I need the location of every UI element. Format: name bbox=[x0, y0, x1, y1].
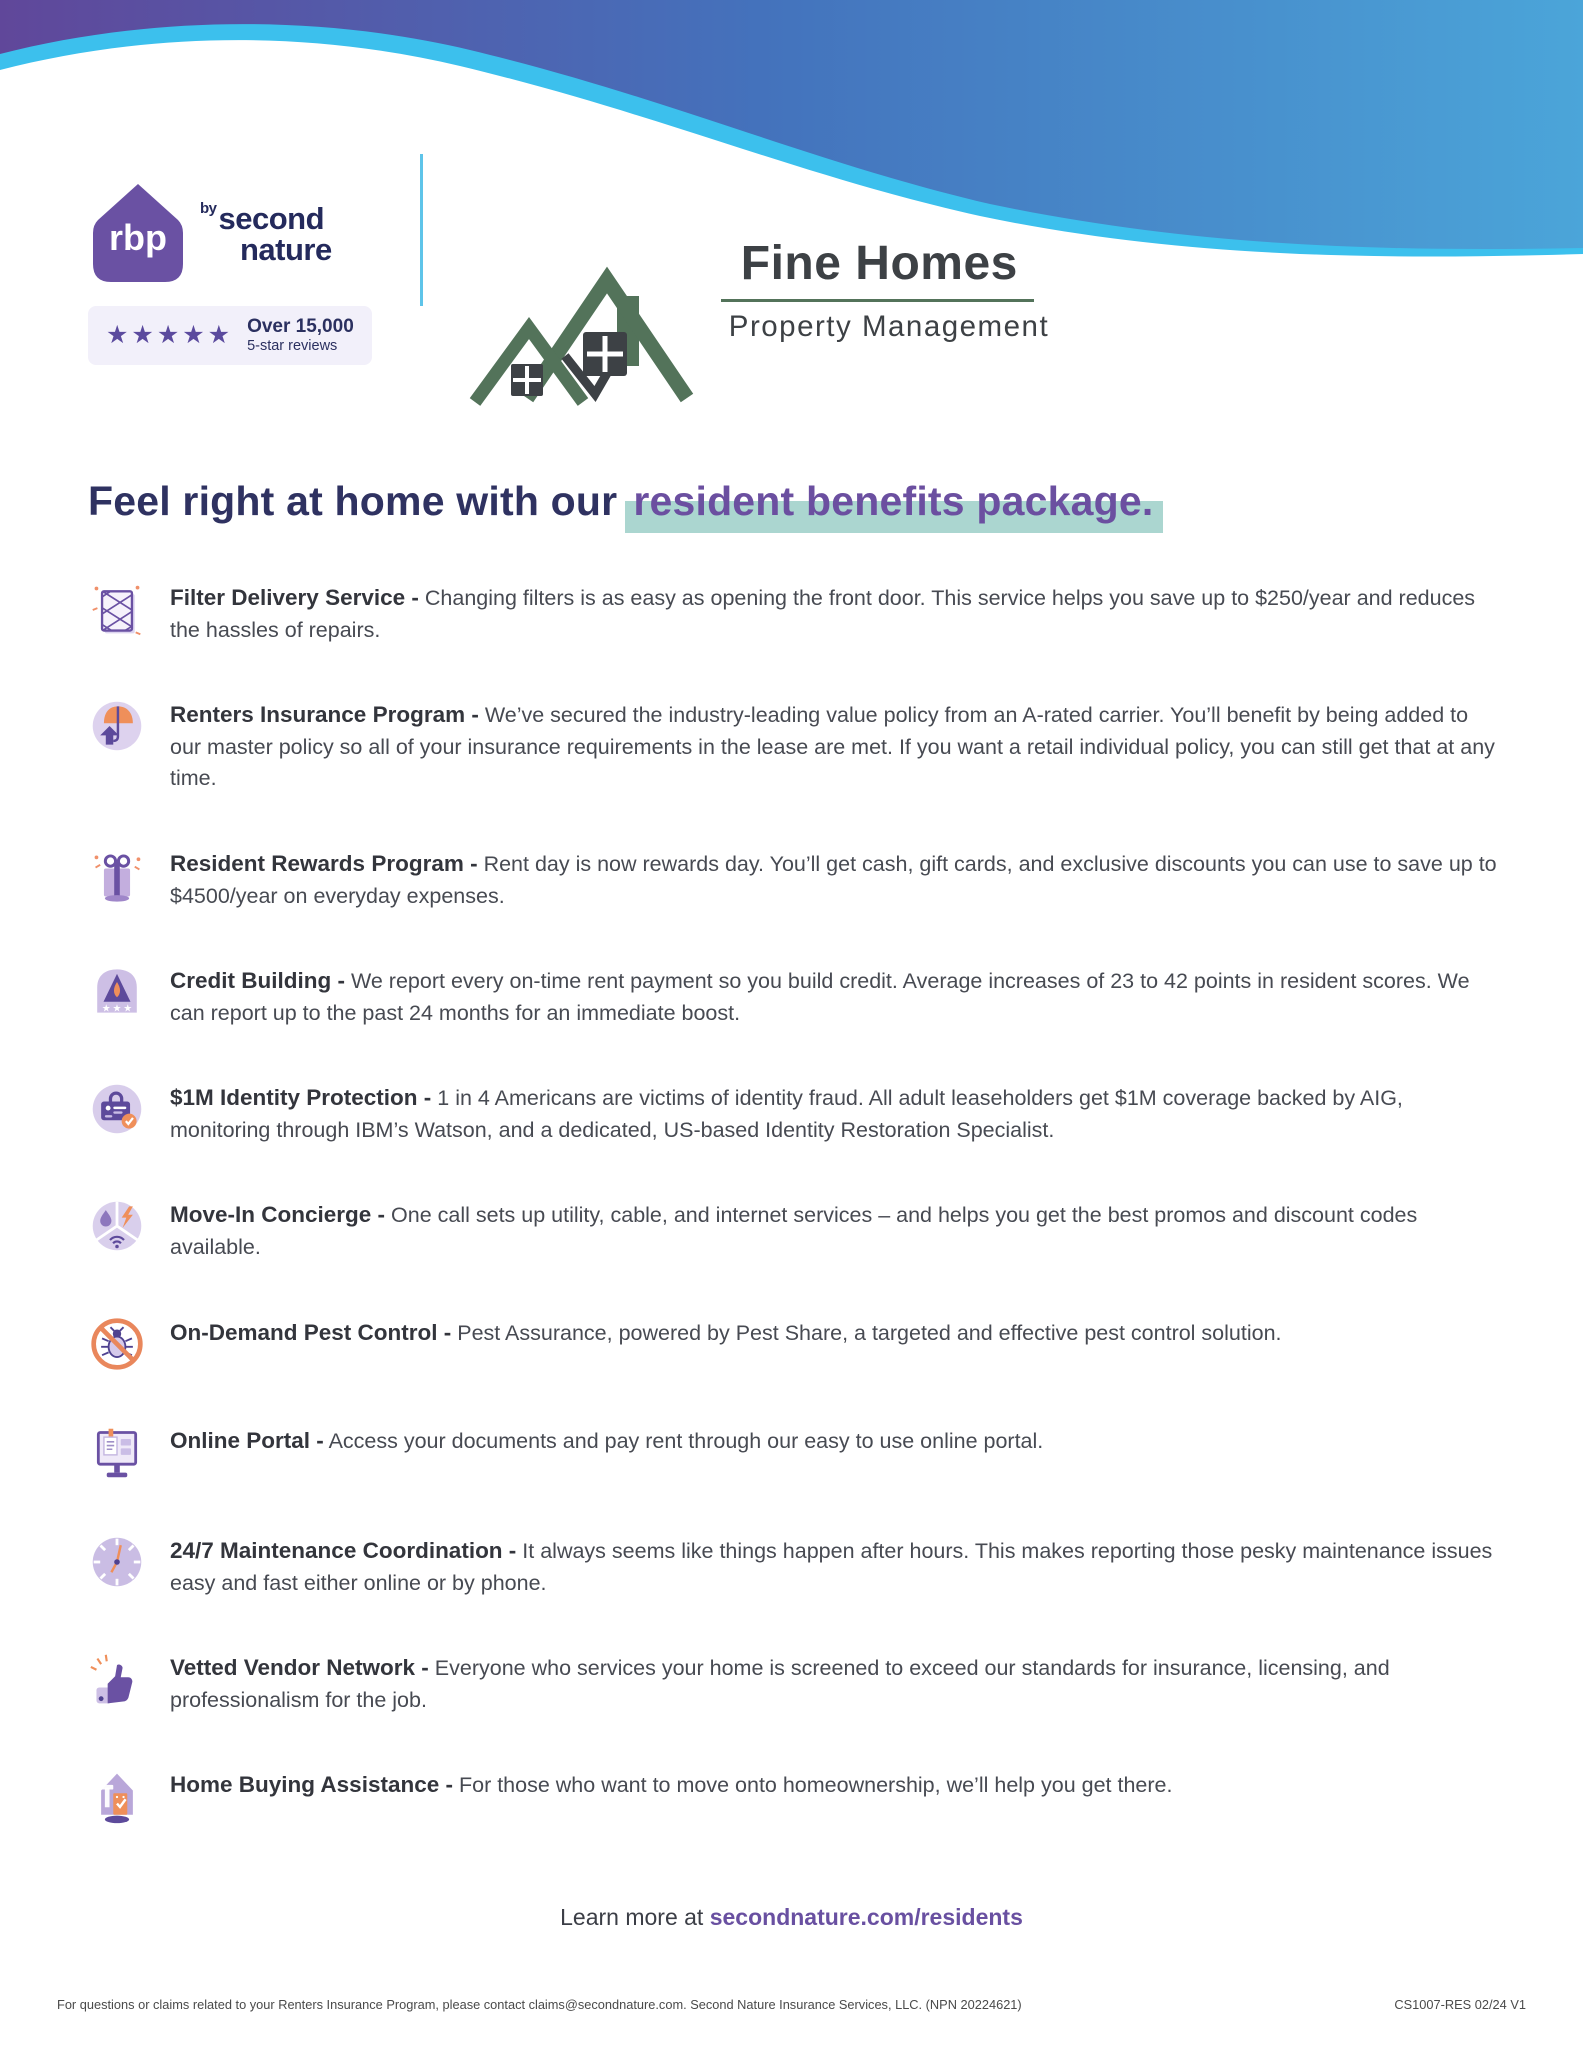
benefit-text bbox=[170, 1534, 1499, 1599]
benefit-row-online-portal bbox=[88, 1424, 1499, 1482]
benefit-row-credit-building bbox=[88, 964, 1499, 1029]
vetted-vendor-icon bbox=[88, 1651, 146, 1709]
benefit-title: Credit Building - bbox=[170, 968, 345, 994]
benefit-title: $1M Identity Protection - bbox=[170, 1085, 432, 1111]
benefit-row-move-in-concierge bbox=[88, 1198, 1499, 1263]
benefit-title: Vetted Vendor Network - bbox=[170, 1654, 429, 1680]
benefit-text bbox=[170, 1424, 1043, 1458]
benefit-title: 24/7 Maintenance Coordination - bbox=[170, 1537, 517, 1563]
svg-text:★: ★ bbox=[123, 1003, 133, 1015]
benefit-text bbox=[170, 698, 1499, 795]
benefit-description: Changing filters is as easy as opening the front door. This service helps you save up to $250/year and reduces the hassles of repairs. bbox=[170, 586, 1476, 642]
page-title bbox=[88, 478, 1583, 525]
benefit-description: We report every on-time rent payment so you build credit. Average increases of 23 to 42 points in resident scores. We can report up to the past 24 months for an immediate boost. bbox=[170, 969, 1470, 1025]
footer bbox=[57, 1997, 1526, 2012]
footer-doc-code: CS1007-RES 02/24 V1 bbox=[1394, 1997, 1526, 2012]
benefit-row-identity-protection bbox=[88, 1081, 1499, 1146]
benefit-title: Filter Delivery Service - bbox=[170, 585, 419, 610]
benefit-row-renters-insurance bbox=[88, 698, 1499, 795]
second-nature-wordmark bbox=[200, 200, 332, 267]
learn-more-prefix: Learn more at bbox=[560, 1904, 704, 1931]
rbp-logo-icon bbox=[88, 178, 188, 290]
benefit-title: Move-In Concierge - bbox=[170, 1202, 386, 1228]
svg-text:★: ★ bbox=[112, 1003, 122, 1015]
brand-word-nature: nature bbox=[240, 232, 332, 267]
benefit-description: Pest Assurance, powered by Pest Share, a targeted and effective pest control solution. bbox=[457, 1320, 1282, 1345]
benefit-text bbox=[170, 847, 1499, 912]
benefit-title: Resident Rewards Program - bbox=[170, 850, 478, 876]
benefit-text bbox=[170, 1198, 1499, 1263]
benefit-description: One call sets up utility, cable, and internet services – and helps you get the best promos and discount codes available. bbox=[170, 1203, 1418, 1260]
by-label: by bbox=[200, 200, 217, 217]
benefit-text bbox=[170, 1316, 1282, 1350]
svg-text:rbp: rbp bbox=[109, 217, 167, 258]
benefits-list bbox=[88, 581, 1499, 1826]
benefit-description: We’ve secured the industry-leading value policy from an A-rated carrier. You’ll benefit by being added to our master policy so all of your insurance requirements in the lease are met. If you want a retail individual policy, you can still get that at any time. bbox=[170, 703, 1495, 791]
footer-legal-text: For questions or claims related to your Renters Insurance Program, please contact claims@secondnature.com. Second Nature Insurance Services, LLC. (NPN 20224621) bbox=[57, 1997, 1022, 2012]
benefit-row-vetted-vendor bbox=[88, 1651, 1499, 1716]
pest-control-icon bbox=[88, 1316, 146, 1372]
benefit-description: 1 in 4 Americans are victims of identity fraud. All adult leaseholders get $1M coverage backed by AIG, monitoring through IBM’s Watson, and a dedicated, US-based Identity Restoration Specialist. bbox=[170, 1086, 1403, 1143]
benefit-row-home-buying bbox=[88, 1768, 1499, 1826]
online-portal-icon bbox=[88, 1424, 146, 1482]
rewards-gift-icon bbox=[88, 847, 146, 905]
benefit-row-pest-control bbox=[88, 1316, 1499, 1372]
houses-icon bbox=[467, 236, 717, 406]
learn-more-line bbox=[0, 1904, 1583, 1931]
benefit-title: On-Demand Pest Control - bbox=[170, 1319, 452, 1345]
benefit-description: It always seems like things happen after hours. This makes reporting those pesky maintenance issues easy and fast either online or by phone. bbox=[170, 1538, 1493, 1595]
benefit-title: Online Portal - bbox=[170, 1427, 324, 1453]
company-name: Fine Homes bbox=[721, 236, 1034, 302]
svg-text:★: ★ bbox=[101, 1003, 111, 1015]
move-in-concierge-icon bbox=[88, 1198, 146, 1254]
brand-word-second: second bbox=[218, 201, 325, 236]
benefit-text bbox=[170, 1651, 1499, 1716]
renters-insurance-icon bbox=[88, 698, 146, 754]
benefit-row-maintenance bbox=[88, 1534, 1499, 1599]
reviews-label: 5-star reviews bbox=[247, 337, 338, 354]
star-rating-icon: ★★★★★ bbox=[106, 320, 234, 349]
benefit-row-filter-delivery bbox=[88, 581, 1499, 646]
maintenance-clock-icon bbox=[88, 1534, 146, 1590]
logo-row bbox=[0, 0, 1583, 406]
headline-prefix: Feel right at home with our bbox=[88, 478, 618, 524]
filter-icon bbox=[88, 581, 146, 639]
fine-homes-logo bbox=[467, 236, 1049, 406]
benefit-description: Everyone who services your home is screened to exceed our standards for insurance, licensing, and professionalism for the job. bbox=[170, 1655, 1390, 1712]
benefit-text bbox=[170, 1081, 1499, 1146]
credit-building-icon bbox=[88, 964, 146, 1020]
home-buying-icon bbox=[88, 1768, 146, 1826]
logo-divider bbox=[420, 154, 423, 306]
benefit-text bbox=[170, 581, 1499, 646]
benefit-text bbox=[170, 964, 1499, 1029]
benefit-title: Home Buying Assistance - bbox=[170, 1772, 453, 1798]
benefit-description: Access your documents and pay rent through our easy to use online portal. bbox=[328, 1428, 1044, 1453]
reviews-badge bbox=[88, 306, 372, 365]
headline-highlight: resident benefits package. bbox=[625, 478, 1163, 533]
learn-more-link[interactable]: secondnature.com/residents bbox=[709, 1904, 1023, 1931]
benefit-description: For those who want to move onto homeownership, we’ll help you get there. bbox=[458, 1773, 1173, 1798]
company-tagline: Property Management bbox=[728, 310, 1050, 343]
benefit-row-resident-rewards bbox=[88, 847, 1499, 912]
identity-protection-icon bbox=[88, 1081, 146, 1137]
benefit-text bbox=[170, 1768, 1172, 1802]
benefit-description: Rent day is now rewards day. You’ll get cash, gift cards, and exclusive discounts you can use to save up to $4500/year on everyday expenses. bbox=[170, 851, 1497, 908]
rbp-brand-block bbox=[88, 178, 372, 365]
benefit-title: Renters Insurance Program - bbox=[170, 702, 479, 728]
reviews-count: Over 15,000 bbox=[247, 316, 354, 337]
